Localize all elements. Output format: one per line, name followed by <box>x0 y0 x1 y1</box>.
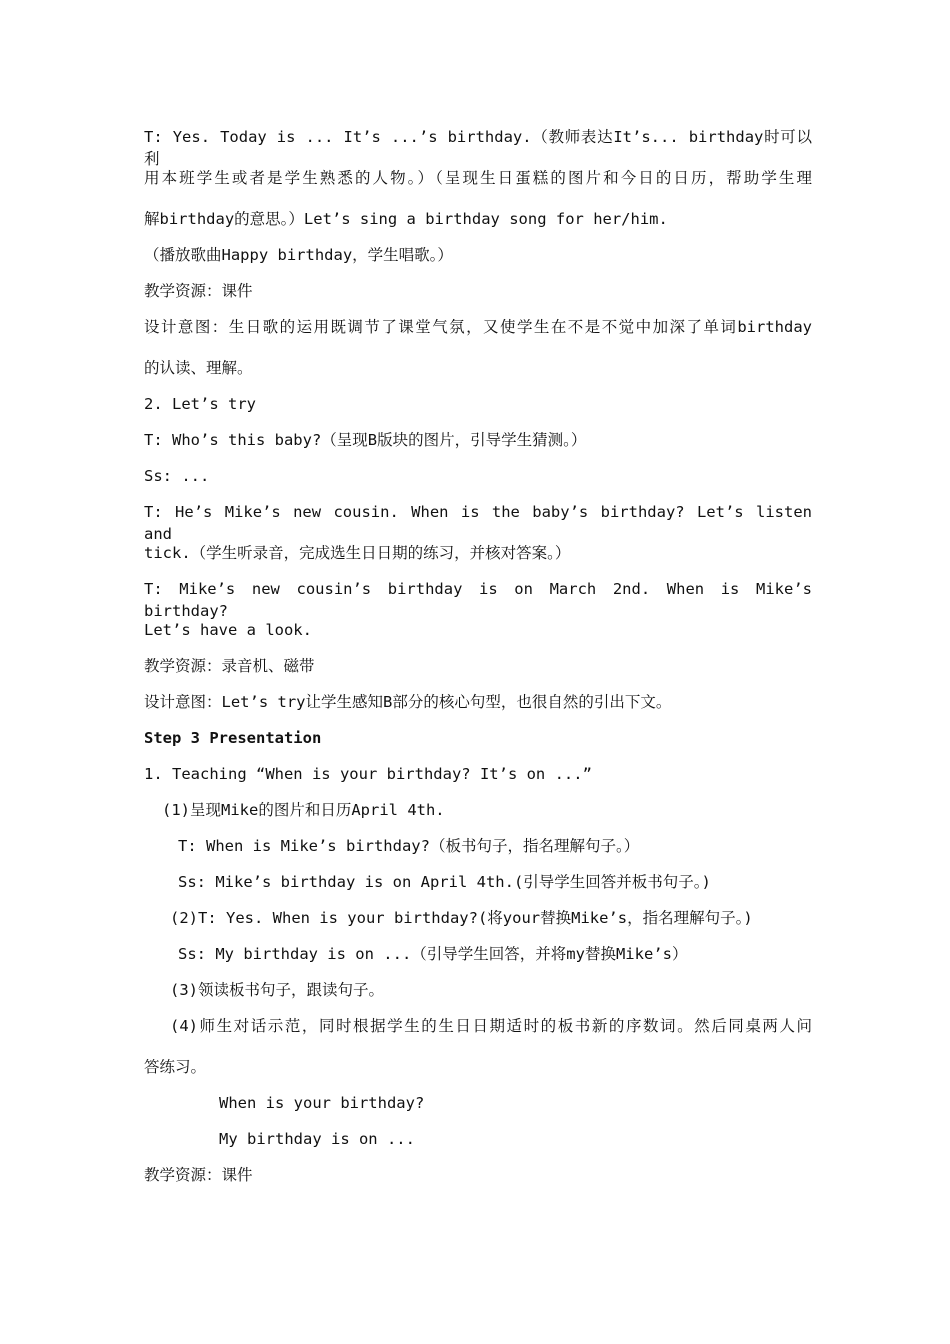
teaching-step-3: (3)领读板书句子，跟读句子。 <box>170 981 384 999</box>
paragraph-line-1: T: Yes. Today is ... It’s ...’s birthday.（教师表达It’s... birthday时可以利 <box>144 128 812 168</box>
teaching-dialogue-3: Ss: My birthday is on ...（引导学生回答，并将my替换Mike’s） <box>178 945 688 963</box>
teaching-step-1: (1)呈现Mike的图片和日历April 4th. <box>162 801 445 819</box>
dialogue-line-4: tick.（学生听录音，完成选生日日期的练习，并核对答案。） <box>144 544 571 562</box>
teaching-dialogue-1: T: When is Mike’s birthday?（板书句子，指名理解句子。） <box>178 837 640 855</box>
step-heading: Step 3 Presentation <box>144 729 322 747</box>
teaching-heading: 1. Teaching “When is your birthday? It’s on ...” <box>144 765 592 783</box>
section-lets-try: 2. Let’s try <box>144 395 256 413</box>
teaching-step-4-cont: 答练习。 <box>144 1058 207 1076</box>
paragraph-line-2: 用本班学生或者是学生熟悉的人物。）（呈现生日蛋糕的图片和今日的日历，帮助学生理 <box>144 169 812 187</box>
design-intent-line-1: 设计意图：生日歌的运用既调节了课堂气氛，又使学生在不是不觉中加深了单词birthday <box>144 318 812 336</box>
example-question: When is your birthday? <box>219 1094 425 1112</box>
example-answer: My birthday is on ... <box>219 1130 415 1148</box>
design-intent-line-2: 的认读、理解。 <box>144 359 253 377</box>
teaching-step-2: (2)T: Yes. When is your birthday?(将your替换Mike’s，指名理解句子。) <box>170 909 753 927</box>
paragraph-line-4: （播放歌曲Happy birthday，学生唱歌。） <box>144 246 453 264</box>
resource-line-3: 教学资源：课件 <box>144 1166 253 1184</box>
teaching-step-4: (4)师生对话示范，同时根据学生的生日日期适时的板书新的序数词。然后同桌两人问 <box>170 1017 812 1035</box>
teaching-dialogue-2: Ss: Mike’s birthday is on April 4th.(引导学生回答并板书句子。) <box>178 873 711 891</box>
design-intent-line-3: 设计意图：Let’s try让学生感知B部分的核心句型，也很自然的引出下文。 <box>144 693 672 711</box>
resource-line-2: 教学资源：录音机、磁带 <box>144 657 315 675</box>
resource-line-1: 教学资源：课件 <box>144 282 253 300</box>
dialogue-line-2: Ss: ... <box>144 467 210 485</box>
paragraph-line-3: 解birthday的意思。）Let’s sing a birthday song for her/him. <box>144 210 668 228</box>
dialogue-line-3: T: He’s Mike’s new cousin. When is the baby’s birthday? Let’s listen and <box>144 503 812 543</box>
dialogue-line-5: T: Mike’s new cousin’s birthday is on March 2nd. When is Mike’s birthday? <box>144 580 812 620</box>
dialogue-line-6: Let’s have a look. <box>144 621 312 639</box>
dialogue-line-1: T: Who’s this baby?（呈现B版块的图片，引导学生猜测。） <box>144 431 587 449</box>
